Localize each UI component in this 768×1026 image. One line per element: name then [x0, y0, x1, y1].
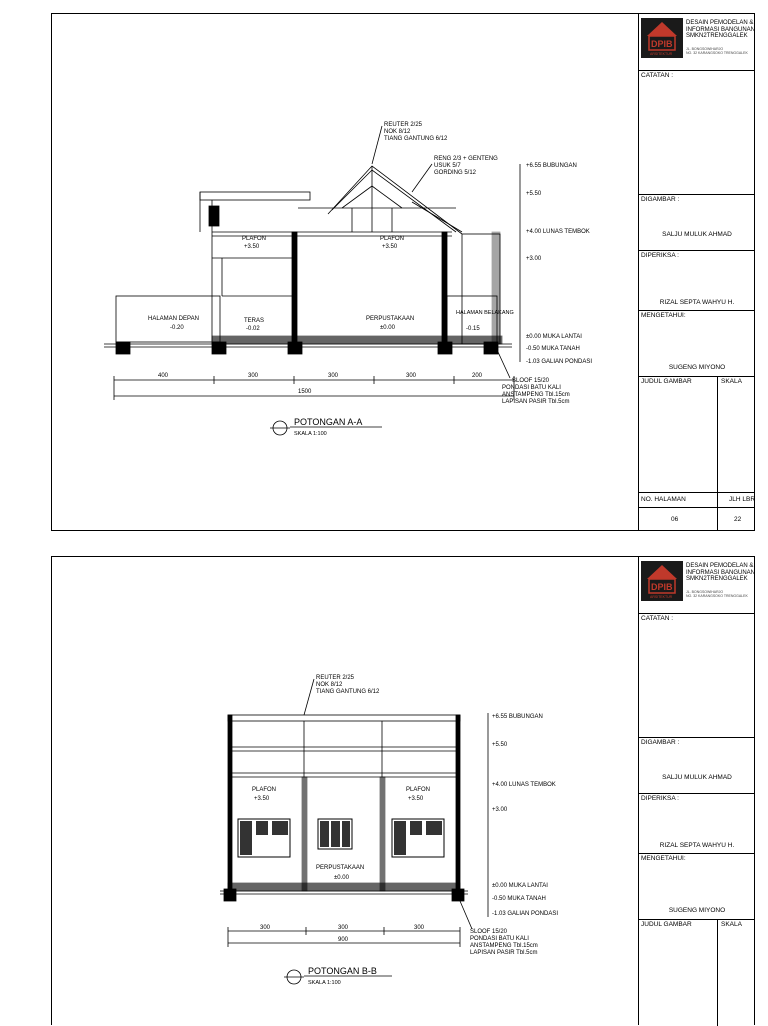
digambar-label: DIGAMBAR : — [641, 196, 680, 203]
roof-label: NOK 8/12 — [316, 682, 343, 688]
room-label: PERPUSTAKAAN — [366, 316, 415, 322]
diperiksa-label: DIPERIKSA : — [641, 795, 679, 802]
room-label: PLAFON — [380, 236, 405, 242]
skala-label: SKALA — [721, 378, 742, 385]
level-mark: +5.50 — [492, 742, 508, 748]
room-label: HALAMAN DEPAN — [148, 316, 199, 322]
catatan-row — [639, 70, 755, 195]
title-block — [638, 14, 755, 530]
institution-name: DESAIN PEMODELAN & INFORMASI BANGUNAN SMKN2TRENGGALEK — [686, 563, 756, 582]
diperiksa-name: RIZAL SEPTA WAHYU H. — [659, 842, 735, 849]
room-label: PLAFON — [242, 236, 267, 242]
room-level: -0.02 — [246, 326, 260, 332]
room-level: +3.50 — [382, 244, 398, 250]
dimension-total: 1500 — [298, 389, 312, 395]
institution-address: JL. BONGSOWIHARJO NO. 32 KARANGSOKO TRENGGALEK — [686, 590, 748, 598]
level-mark: +6.55 BUBUNGAN — [526, 163, 577, 169]
diperiksa-row — [639, 793, 755, 854]
section-title: POTONGAN B-B — [308, 966, 377, 976]
mengetahui-row — [639, 853, 755, 920]
digambar-row — [639, 194, 755, 251]
institution-name: DESAIN PEMODELAN & INFORMASI BANGUNAN SMKN2TRENGGALEK — [686, 20, 756, 39]
level-mark: +3.00 — [492, 807, 508, 813]
level-mark: +4.00 LUNAS TEMBOK — [492, 782, 556, 788]
roof-label: TIANG GANTUNG 6/12 — [316, 689, 380, 695]
mengetahui-label: MENGETAHUI: — [641, 855, 686, 862]
logo-sub: ARSITEKTUR — [650, 52, 673, 56]
level-mark: +4.00 LUNAS TEMBOK — [526, 229, 590, 235]
dimension-total: 900 — [338, 937, 349, 943]
dimension: 300 — [414, 925, 425, 931]
dimension: 200 — [472, 373, 483, 379]
level-mark: -0.50 MUKA TANAH — [492, 896, 546, 902]
dimension: 300 — [338, 925, 349, 931]
catatan-label: CATATAN : — [641, 72, 674, 79]
level-mark: +5.50 — [526, 191, 542, 197]
dimension: 300 — [260, 925, 271, 931]
diperiksa-row — [639, 250, 755, 311]
foundation-label: LAPISAN PASIR Tbl.5cm — [470, 950, 538, 956]
foundation-label: PONDASI BATU KALI — [470, 936, 529, 942]
dimension: 300 — [248, 373, 259, 379]
foundation-label: SLOOF 15/20 — [512, 378, 550, 384]
logo-text: DPIB — [651, 39, 673, 49]
section-scale: SKALA 1:100 — [308, 980, 341, 986]
level-mark: +3.00 — [526, 256, 542, 262]
dimension: 300 — [406, 373, 417, 379]
page-number: 06 — [671, 516, 679, 523]
mengetahui-row — [639, 310, 755, 377]
roof-label: USUK 5/7 — [434, 163, 461, 169]
dimension: 300 — [328, 373, 339, 379]
roof-label: NOK 8/12 — [384, 129, 411, 135]
mengetahui-name: SUGENG MIYONO — [668, 907, 726, 914]
skala-label: SKALA — [721, 921, 742, 928]
no-halaman-label: NO. HALAMAN — [641, 496, 686, 503]
dpib-logo — [641, 18, 683, 58]
room-level: -0.20 — [170, 325, 184, 331]
drawing-sheet-potongan-b — [51, 556, 755, 1025]
judul-label: JUDUL GAMBAR — [641, 378, 692, 385]
logo-text: DPIB — [651, 582, 673, 592]
level-mark: ±0.00 MUKA LANTAI — [526, 334, 582, 340]
dimension: 400 — [158, 373, 169, 379]
room-label: PERPUSTAKAAN — [316, 865, 365, 871]
digambar-name: SALJU MULUK AHMAD — [662, 231, 732, 238]
roof-label: REUTER 2/25 — [316, 675, 355, 681]
level-mark: -1.03 GALIAN PONDASI — [492, 911, 559, 917]
room-level: ±0.00 — [380, 325, 395, 331]
foundation-label: ANSTAMPENG Tbl.15cm — [470, 943, 538, 949]
section-a-drawing — [52, 14, 638, 530]
foundation-label: LAPISAN PASIR Tbl.5cm — [502, 399, 570, 405]
level-mark: ±0.00 MUKA LANTAI — [492, 883, 548, 889]
judul-row — [639, 376, 755, 493]
foundation-label: ANSTAMPENG Tbl.15cm — [502, 392, 570, 398]
room-label: PLAFON — [252, 787, 277, 793]
diperiksa-name: RIZAL SEPTA WAHYU H. — [659, 299, 735, 306]
drawing-sheet-potongan-a — [51, 13, 755, 531]
title-block — [638, 557, 755, 1025]
page-count: 22 — [734, 516, 742, 523]
roof-label: REUTER 2/25 — [384, 122, 423, 128]
room-level: ±0.00 — [334, 875, 349, 881]
judul-label: JUDUL GAMBAR — [641, 921, 692, 928]
jlh-lbr-label: JLH LBR — [729, 496, 756, 503]
dpib-logo — [641, 561, 683, 601]
level-mark: -1.03 GALIAN PONDASI — [526, 359, 593, 365]
section-b-drawing — [52, 557, 638, 1025]
judul-row — [639, 919, 755, 1026]
level-mark: +6.55 BUBUNGAN — [492, 714, 543, 720]
roof-label: GORDING 5/12 — [434, 170, 477, 176]
roof-label: RENG 2/3 + GENTENG — [434, 156, 498, 162]
section-title: POTONGAN A-A — [294, 417, 363, 427]
room-label: HALAMAN BELAKANG — [456, 310, 514, 316]
room-level: +3.50 — [254, 796, 270, 802]
institution-address: JL. BONGSOWIHARJO NO. 32 KARANGSOKO TRENGGALEK — [686, 47, 748, 55]
digambar-label: DIGAMBAR : — [641, 739, 680, 746]
diperiksa-label: DIPERIKSA : — [641, 252, 679, 259]
roof-label: TIANG GANTUNG 6/12 — [384, 136, 448, 142]
foundation-label: SLOOF 15/20 — [470, 929, 508, 935]
room-label: PLAFON — [406, 787, 431, 793]
catatan-label: CATATAN : — [641, 615, 674, 622]
digambar-name: SALJU MULUK AHMAD — [662, 774, 732, 781]
logo-sub: ARSITEKTUR — [650, 595, 673, 599]
room-level: -0.15 — [466, 326, 480, 332]
digambar-row — [639, 737, 755, 794]
room-level: +3.50 — [244, 244, 260, 250]
level-mark: -0.50 MUKA TANAH — [526, 346, 580, 352]
foundation-label: PONDASI BATU KALI — [502, 385, 561, 391]
page-number-row — [639, 492, 755, 531]
room-level: +3.50 — [408, 796, 424, 802]
mengetahui-label: MENGETAHUI: — [641, 312, 686, 319]
mengetahui-name: SUGENG MIYONO — [668, 364, 726, 371]
room-label: TERAS — [244, 318, 265, 324]
catatan-row — [639, 613, 755, 738]
section-scale: SKALA 1:100 — [294, 431, 327, 437]
